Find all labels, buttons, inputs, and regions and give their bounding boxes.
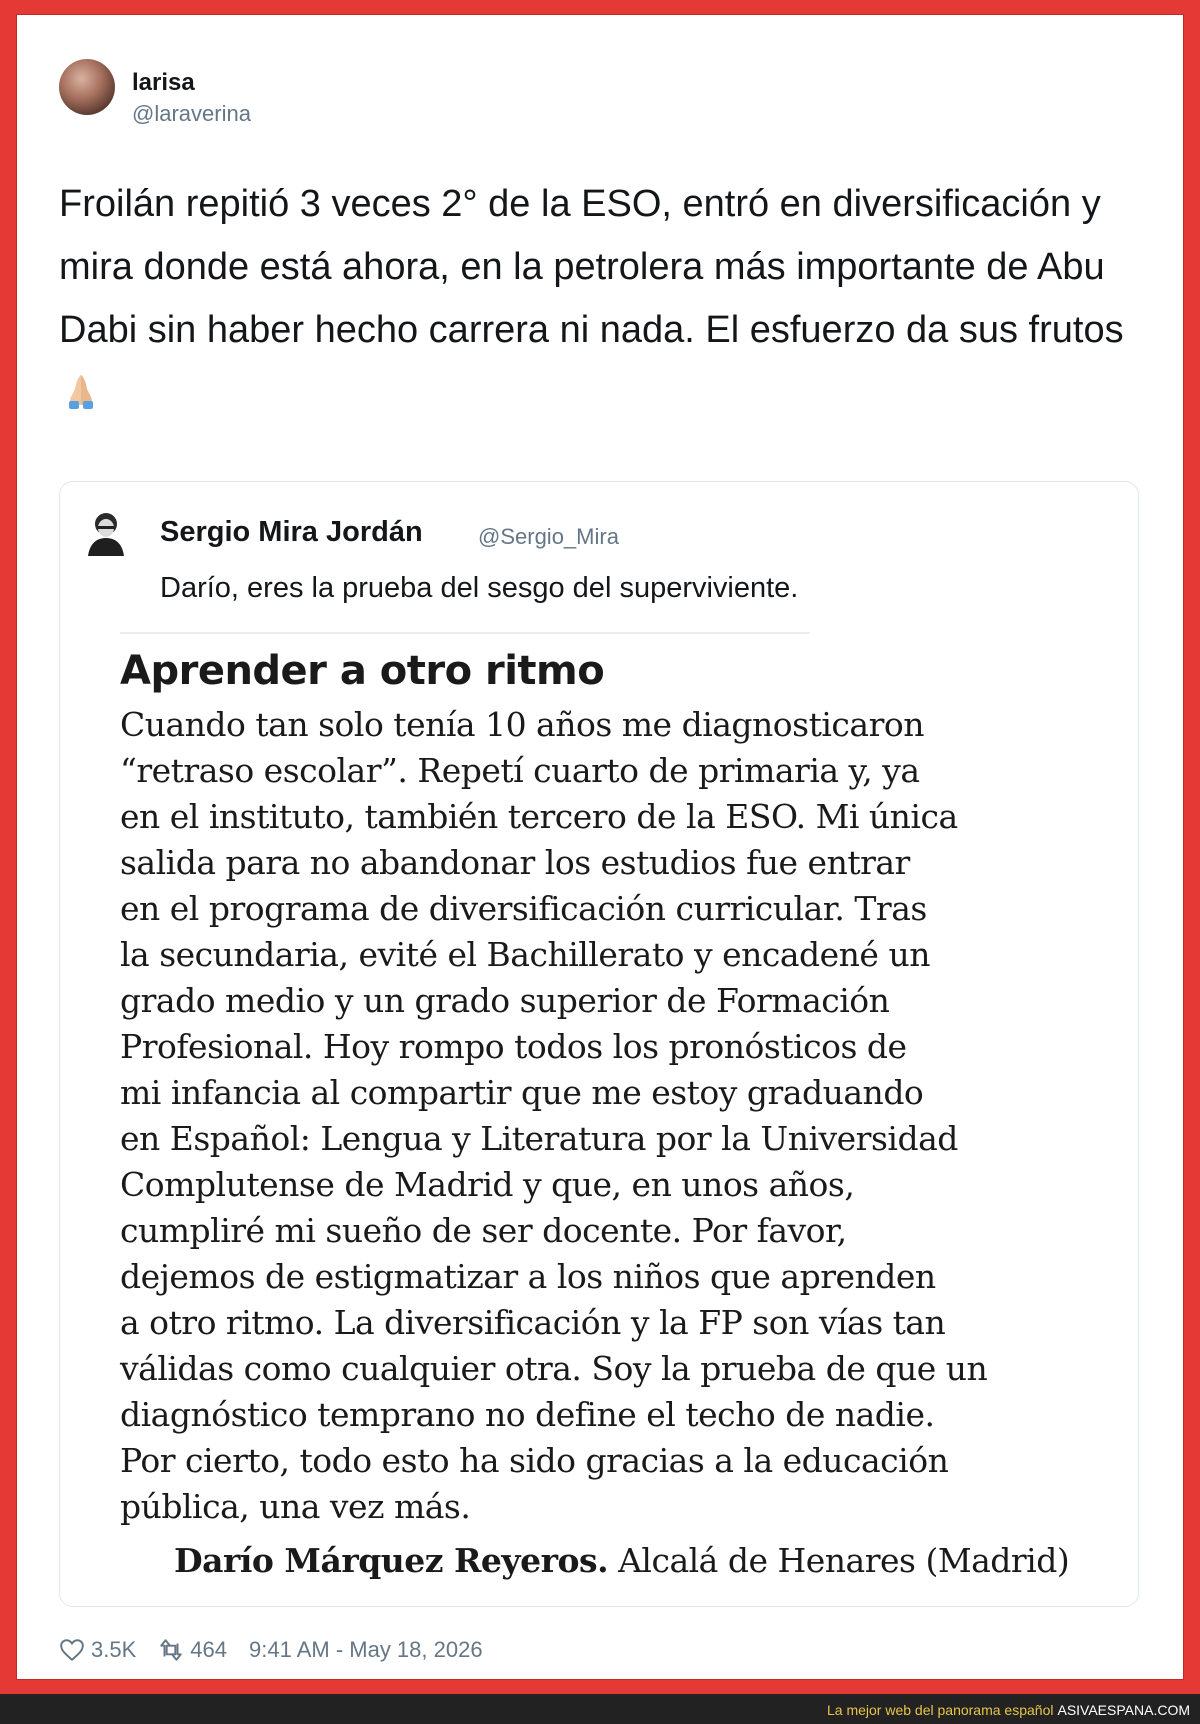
timestamp[interactable]: 9:41 AM - May 18, 2026 xyxy=(248,1637,483,1662)
article-line: diagnóstico temprano no define el techo de nadie. xyxy=(120,1395,935,1434)
retweet-count: 464 xyxy=(190,1637,227,1662)
like-button[interactable] xyxy=(59,1637,136,1663)
footer-site-link[interactable]: ASIVAESPANA.COM xyxy=(1057,1702,1190,1718)
retweet-button[interactable] xyxy=(158,1637,227,1663)
tweet-card xyxy=(16,14,1184,1680)
tweet-body: Froilán repitió 3 veces 2° de la ESO, entró en diversificación y mira donde está ahora, en la petrolera más importante de Abu Dabi sin haber hecho carrera ni nada. El esfuerzo da sus frutos xyxy=(59,183,1124,351)
retweet-icon xyxy=(158,1637,184,1663)
article-signature xyxy=(120,1538,1120,1584)
quoted-author-handle[interactable]: @Sergio_Mira xyxy=(478,524,619,549)
tweet-text xyxy=(59,173,1159,425)
article-line: en el programa de diversificación curricular. Tras xyxy=(120,889,927,928)
author-name[interactable]: larisa xyxy=(132,69,195,96)
footer-text xyxy=(827,1702,1190,1718)
footer-slogan: La mejor web del panorama español xyxy=(827,1702,1054,1718)
quoted-avatar[interactable] xyxy=(84,508,128,556)
article-line: grado medio y un grado superior de Formación xyxy=(120,981,890,1020)
avatar[interactable] xyxy=(59,59,115,115)
article-image xyxy=(120,646,1120,1584)
article-line: pública, una vez más. xyxy=(120,1487,471,1526)
article-line: la secundaria, evité el Bachillerato y encadené un xyxy=(120,935,930,974)
footer-bar xyxy=(0,1694,1200,1724)
article-line: dejemos de estigmatizar a los niños que aprenden xyxy=(120,1257,936,1296)
signature-place: Alcalá de Henares (Madrid) xyxy=(618,1541,1070,1580)
article-headline: Aprender a otro ritmo xyxy=(120,648,605,694)
folded-hands-icon xyxy=(61,371,101,411)
article-line: válidas como cualquier otra. Soy la prueba de que un xyxy=(120,1349,988,1388)
article-line: Profesional. Hoy rompo todos los pronósticos de xyxy=(120,1027,907,1066)
article-body xyxy=(120,702,1120,1530)
tweet-meta xyxy=(59,1637,505,1663)
article-line: Complutense de Madrid y que, en unos años, xyxy=(120,1165,855,1204)
heart-icon xyxy=(59,1637,85,1663)
quoted-text: Darío, eres la prueba del sesgo del superviviente. xyxy=(160,572,799,604)
signature-name: Darío Márquez Reyeros. xyxy=(174,1541,609,1580)
article-line: salida para no abandonar los estudios fue entrar xyxy=(120,843,910,882)
article-line: en el instituto, también tercero de la ESO. Mi única xyxy=(120,797,958,836)
quoted-tweet[interactable] xyxy=(59,481,1139,1607)
like-count: 3.5K xyxy=(91,1637,137,1662)
article-line: a otro ritmo. La diversificación y la FP son vías tan xyxy=(120,1303,946,1342)
quoted-author-name[interactable]: Sergio Mira Jordán xyxy=(160,516,423,548)
article-line: mi infancia al compartir que me estoy graduando xyxy=(120,1073,924,1112)
author-handle[interactable]: @laraverina xyxy=(132,101,251,126)
article-line: en Español: Lengua y Literatura por la Universidad xyxy=(120,1119,958,1158)
article-line: cumpliré mi sueño de ser docente. Por favor, xyxy=(120,1211,847,1250)
divider xyxy=(120,632,810,634)
article-line: Por cierto, todo esto ha sido gracias a la educación xyxy=(120,1441,949,1480)
article-line: “retraso escolar”. Repetí cuarto de primaria y, ya xyxy=(120,751,920,790)
article-line: Cuando tan solo tenía 10 años me diagnosticaron xyxy=(120,705,924,744)
